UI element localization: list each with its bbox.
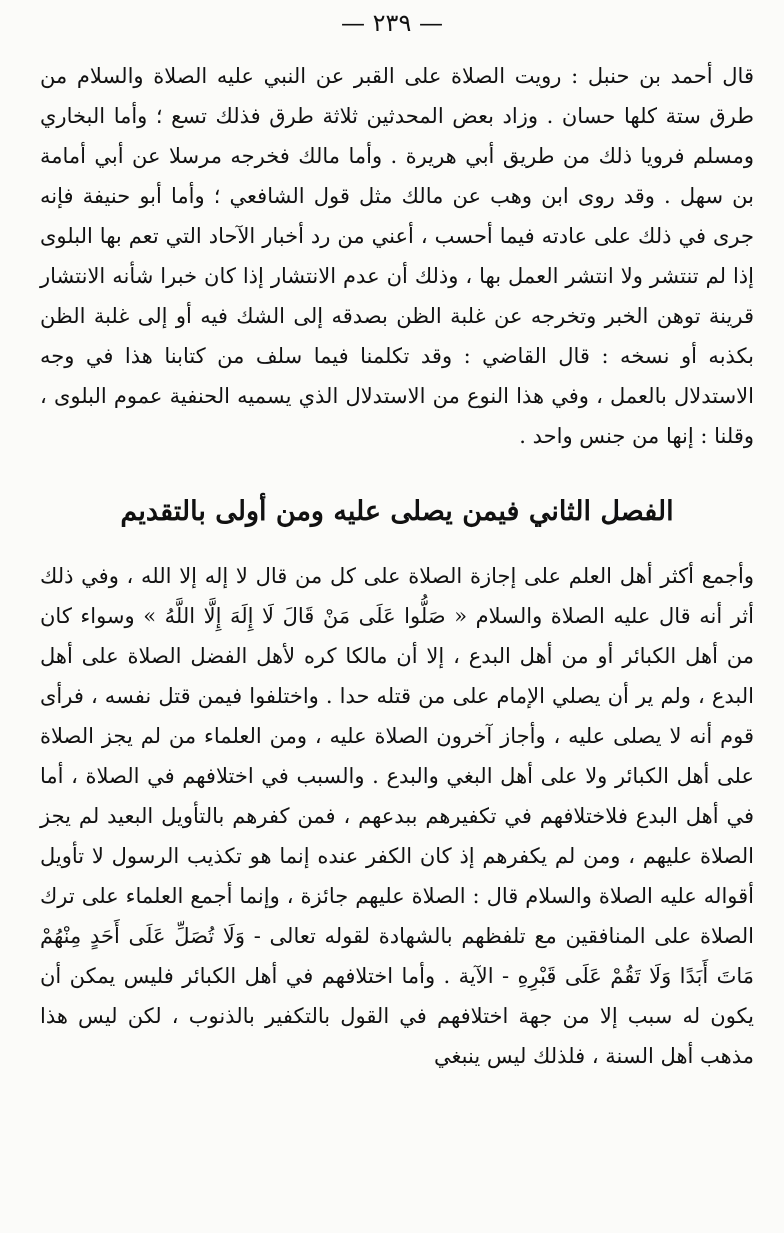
section-heading: الفصل الثاني فيمن يصلى عليه ومن أولى بالتقديم xyxy=(120,496,674,527)
paragraph-ahmad-ibn-hanbal: قال أحمد بن حنبل : رويت الصلاة على القبر عن النبي عليه الصلاة والسلام من طرق ستة كلها حسان . وزاد بعض المحدثين ثلاثة طرق فذلك تسع ؛ وأما البخاري ومسلم فرويا ذلك من طريق أبي هريرة . وأما مالك فخرجه مرسلا عن أبي أمامة بن سهل . وقد روى ابن وهب عن مالك مثل قول الشافعي ؛ وأما أبو حنيفة فإنه جرى في ذلك على عادته فيما أحسب ، أعني من رد أخبار الآحاد التي تعم بها البلوى إذا لم تنتشر ولا انتشر العمل بها ، وذلك أن عدم الانتشار إذا كان خبرا شأنه الانتشار قرينة توهن الخبر وتخرجه عن غلبة الظن بصدقه إلى الشك فيه أو إلى غلبة الظن بكذبه أو نسخه : قال القاضي : وقد تكلمنا فيما سلف من كتابنا هذا في وجه الاستدلال بالعمل ، وفي هذا النوع من الاستدلال الذي يسميه الحنفية عموم البلوى ، وقلنا : إنها من جنس واحد . xyxy=(40,64,754,448)
paragraph-funeral-prayer: وأجمع أكثر أهل العلم على إجازة الصلاة على كل من قال لا إله إلا الله ، وفي ذلك أثر أنه قال عليه الصلاة والسلام « صَلُّوا عَلَى مَنْ قَالَ لَا إِلَهَ إِلَّا اللَّهُ » وسواء كان من أهل الكبائر أو من أهل البدع ، إلا أن مالكا كره لأهل الفضل الصلاة على أهل البدع ، ولم ير أن يصلي الإمام على من قتله حدا . واختلفوا فيمن قتل نفسه ، فرأى قوم أنه لا يصلى عليه ، وأجاز آخرون الصلاة عليه ، ومن العلماء من لم يجز الصلاة على أهل الكبائر ولا على أهل البغي والبدع . والسبب في اختلافهم في الصلاة ، أما في أهل البدع فلاختلافهم في تكفيرهم ببدعهم ، فمن كفرهم بالتأويل البعيد لم يجز الصلاة عليهم ، ومن لم يكفرهم إذ كان الكفر عنده إنما هو تكذيب الرسول لا تأويل أقواله عليه الصلاة والسلام قال : الصلاة عليهم جائزة ، وإنما أجمع العلماء على ترك الصلاة على المنافقين مع تلفظهم بالشهادة لقوله تعالى - وَلَا تُصَلِّ عَلَى أَحَدٍ مِنْهُمْ مَاتَ أَبَدًا وَلَا تَقُمْ عَلَى قَبْرِهِ - الآية . وأما اختلافهم في أهل الكبائر فليس يمكن أن يكون له سبب إلا من جهة اختلافهم في القول بالتكفير بالذنوب ، لكن ليس هذا مذهب أهل السنة ، فلذلك ليس ينبغي xyxy=(40,564,754,1068)
page-number: — ٢٣٩ — xyxy=(341,9,443,37)
